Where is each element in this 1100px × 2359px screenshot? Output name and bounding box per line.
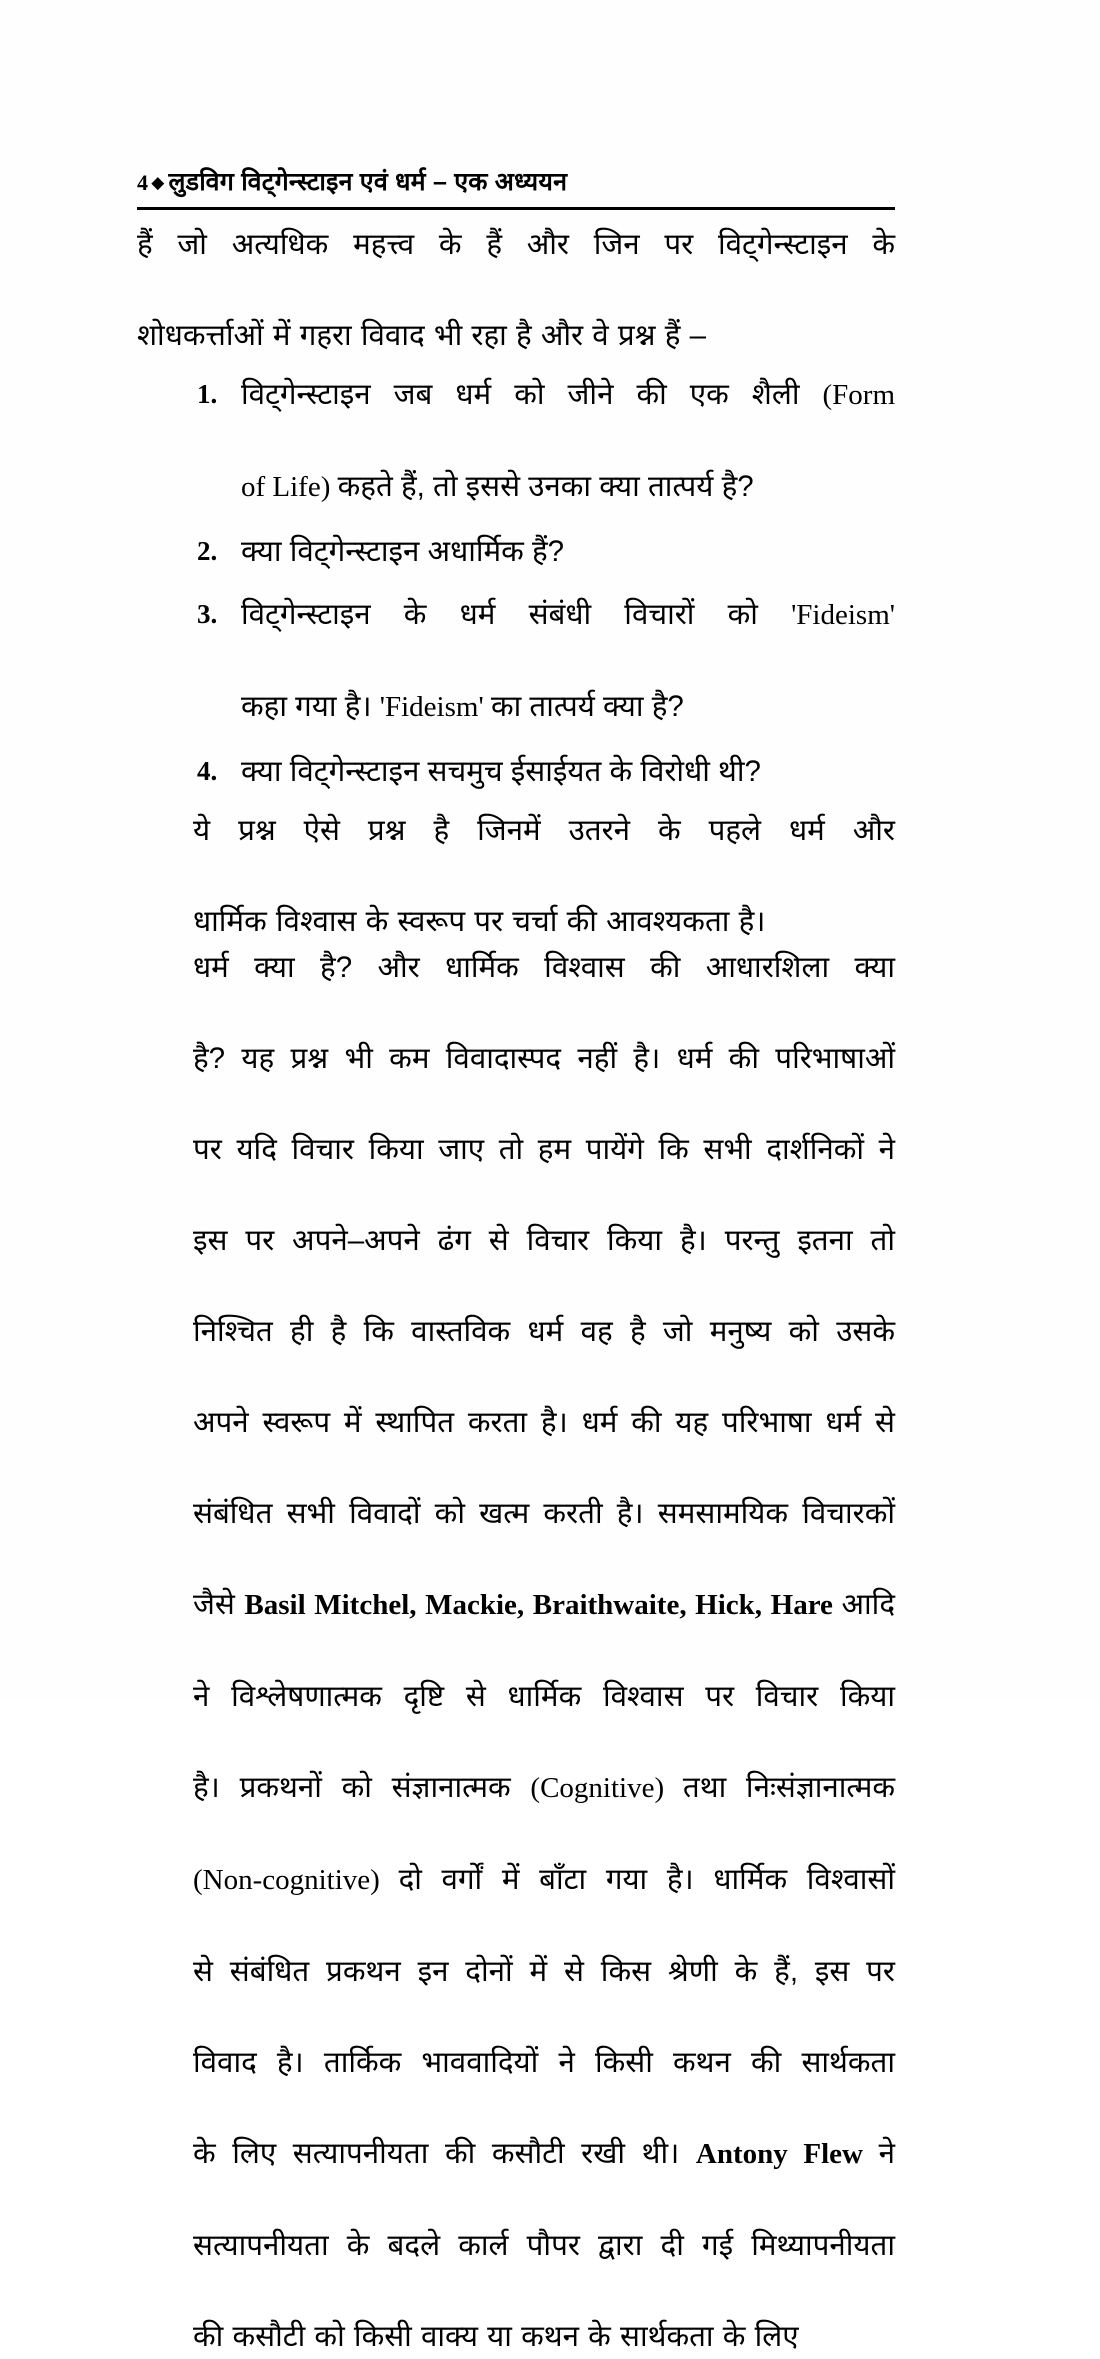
- text-line: [241, 684, 895, 731]
- devanagari-text-run: ने: [878, 2136, 895, 2170]
- devanagari-text-run: धर्म क्या है? और धार्मिक विश्वास की आधारशिला क्या: [193, 950, 895, 984]
- text-line: [137, 1765, 895, 1857]
- roman-text-run: (Cognitive): [530, 1771, 683, 1804]
- devanagari-text-run: से संबंधित प्रकथन इन दोनों में से किस श्रेणी के हैं, इस पर: [193, 1954, 895, 1988]
- question-text: [241, 529, 895, 575]
- roman-text-run: Antony Flew: [695, 2137, 879, 2170]
- question-number: 4.: [197, 755, 218, 786]
- intro-paragraph: [137, 222, 895, 359]
- page-folio-number: 4: [137, 170, 149, 195]
- text-line: [137, 1949, 895, 2040]
- text-line: [137, 1857, 895, 1949]
- diamond-separator-icon: ◆: [151, 173, 165, 192]
- running-header: [137, 168, 895, 204]
- roman-text-run: Basil Mitchel, Mackie, Braithwaite, Hick, Hare: [244, 1588, 842, 1621]
- devanagari-text-run: जैसे: [193, 1587, 245, 1621]
- roman-text-run: (Form: [822, 379, 895, 412]
- running-header-title: लुडविग विट्गेन्स्टाइन एवं धर्म – एक अध्ययन: [168, 168, 568, 196]
- question-list: [137, 372, 895, 794]
- question-list-item: [137, 372, 895, 511]
- devanagari-text-run: कहते हैं, तो इससे उनका क्या तात्पर्य है?: [337, 470, 754, 504]
- devanagari-text-run: है? यह प्रश्न भी कम विवादास्पद नहीं है। धर्म की परिभाषाओं: [193, 1041, 895, 1075]
- text-line: [137, 899, 895, 945]
- devanagari-text-run: अपने स्वरूप में स्थापित करता है। धर्म की यह परिभाषा धर्म से: [193, 1405, 895, 1439]
- paragraph-three: [137, 945, 895, 2359]
- question-number: 2.: [197, 535, 218, 566]
- devanagari-text-run: निश्चित ही है कि वास्तविक धर्म वह है जो मनुष्य को उसके: [193, 1314, 895, 1348]
- devanagari-text-run: ने विश्लेषणात्मक दृष्टि से धार्मिक विश्वास पर विचार किया: [193, 1679, 895, 1713]
- text-line: [241, 372, 895, 464]
- devanagari-text-run: दो वर्गों में बाँटा गया है। धार्मिक विश्वासों: [398, 1862, 895, 1896]
- devanagari-text-run: सत्यापनीयता के बदले कार्ल पौपर द्वारा दी गई मिथ्यापनीयता: [193, 2228, 895, 2262]
- paragraph-two: [137, 808, 895, 945]
- devanagari-text-run: धार्मिक विश्वास के स्वरूप पर चर्चा की आवश्यकता है।: [193, 905, 766, 939]
- question-number: 3.: [197, 599, 218, 630]
- question-number: 1.: [197, 379, 218, 410]
- question-text: [241, 372, 895, 511]
- text-line: [137, 808, 895, 899]
- devanagari-text-run: की कसौटी को किसी वाक्य या कथन के सार्थकता के लिए: [193, 2319, 799, 2353]
- devanagari-text-run: पर यदि विचार किया जाए तो हम पायेंगे कि सभी दार्शनिकों ने: [193, 1132, 895, 1166]
- text-line: [137, 1491, 895, 1582]
- roman-text-run: 'Fideism': [791, 599, 895, 632]
- text-line: [241, 592, 895, 684]
- devanagari-text-run: संबंधित सभी विवादों को खत्म करती है। समसामयिक विचारकों: [193, 1496, 895, 1530]
- text-line: [137, 1218, 895, 1309]
- devanagari-text-run: विट्गेन्स्टाइन जब धर्म को जीने की एक शैली: [241, 378, 823, 412]
- text-line: [137, 1036, 895, 1127]
- text-line: [137, 1127, 895, 1218]
- devanagari-text-run: तथा निःसंज्ञानात्मक: [682, 1770, 895, 1804]
- devanagari-text-run: क्या विट्गेन्स्टाइन अधार्मिक हैं?: [241, 534, 565, 568]
- text-line: [241, 464, 895, 511]
- text-line: [137, 222, 895, 313]
- devanagari-text-run: हैं जो अत्यधिक महत्त्व के हैं और जिन पर विट्गेन्स्टाइन के: [137, 227, 895, 261]
- roman-text-run: (Non-cognitive): [193, 1863, 399, 1896]
- text-line: [137, 1674, 895, 1765]
- text-line: [241, 529, 895, 575]
- devanagari-text-run: कहा गया है।: [241, 690, 380, 724]
- devanagari-text-run: विट्गेन्स्टाइन के धर्म संबंधी विचारों को: [241, 598, 792, 632]
- text-line: [137, 945, 895, 1036]
- question-text: [241, 749, 895, 795]
- devanagari-text-run: विवाद है। तार्किक भाववादियों ने किसी कथन की सार्थकता: [193, 2045, 895, 2079]
- question-list-item: [137, 592, 895, 731]
- text-line: [137, 1309, 895, 1400]
- roman-text-run: of Life): [241, 471, 338, 504]
- text-line: [137, 2223, 895, 2314]
- text-line: [137, 2131, 895, 2223]
- devanagari-text-run: इस पर अपने–अपने ढंग से विचार किया है। परन्तु इतना तो: [193, 1223, 895, 1257]
- text-line: [137, 1582, 895, 1674]
- question-text: [241, 592, 895, 731]
- devanagari-text-run: के लिए सत्यापनीयता की कसौटी रखी थी।: [193, 2136, 696, 2170]
- header-rule-divider: [137, 207, 895, 210]
- question-list-item: [137, 529, 895, 575]
- text-line: [137, 1400, 895, 1491]
- devanagari-text-run: आदि: [841, 1587, 895, 1621]
- devanagari-text-run: है। प्रकथनों को संज्ञानात्मक: [193, 1770, 531, 1804]
- devanagari-text-run: ये प्रश्न ऐसे प्रश्न है जिनमें उतरने के पहले धर्म और: [193, 814, 895, 848]
- roman-text-run: 'Fideism': [379, 691, 491, 724]
- devanagari-text-run: का तात्पर्य क्या है?: [490, 690, 684, 724]
- question-list-item: [137, 749, 895, 795]
- text-column: [137, 168, 895, 2359]
- text-line: [137, 2314, 895, 2359]
- devanagari-text-run: शोधकर्त्ताओं में गहरा विवाद भी रहा है और वे प्रश्न हैं –: [137, 318, 706, 352]
- text-line: [241, 749, 895, 795]
- text-line: [137, 2040, 895, 2131]
- devanagari-text-run: क्या विट्गेन्स्टाइन सचमुच ईसाईयत के विरोधी थी?: [241, 754, 761, 788]
- text-line: [137, 313, 895, 359]
